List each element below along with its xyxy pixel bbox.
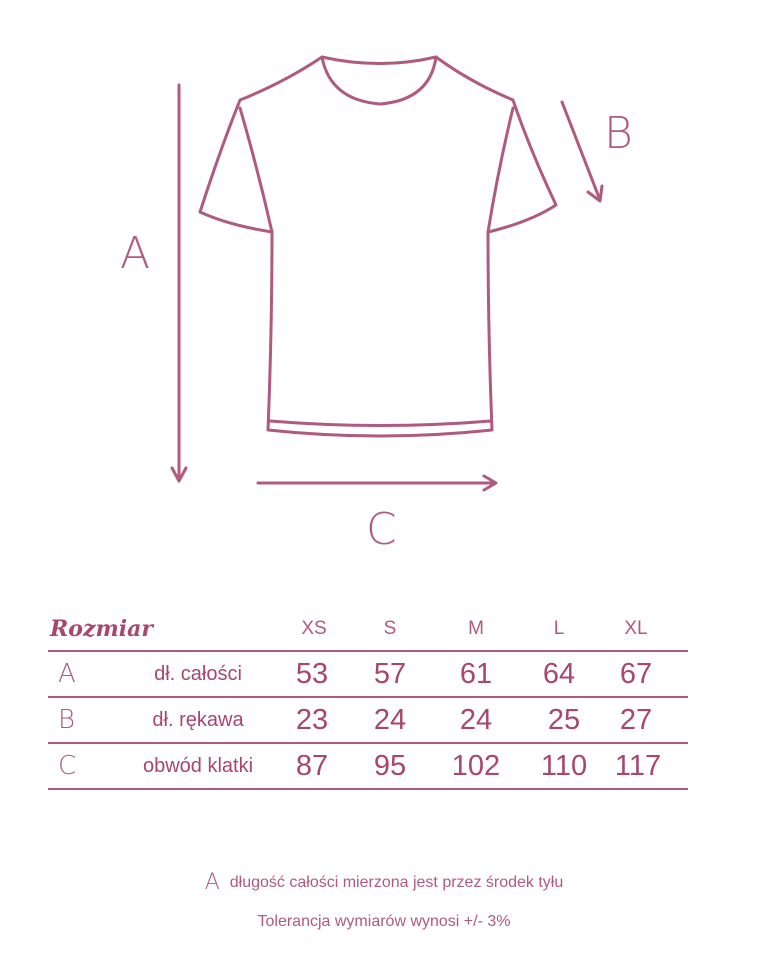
size-heading: L — [553, 618, 565, 639]
table-cell: 24 — [373, 703, 407, 736]
table-cell: 25 — [547, 703, 581, 736]
table-row — [48, 650, 688, 696]
dimension-label-b: B — [604, 108, 633, 159]
table-cell: 61 — [459, 657, 493, 690]
note-letter: A — [204, 870, 220, 895]
dimension-label-a: A — [120, 228, 151, 279]
tolerance-note: Tolerancja wymiarów wynosi +/- 3% — [257, 913, 511, 930]
table-cell: 27 — [619, 703, 653, 736]
table-row — [48, 742, 688, 790]
row-label: dł. całości — [154, 662, 242, 685]
table-header-row — [48, 608, 688, 650]
table-cell: 24 — [459, 703, 493, 736]
table-cell: 67 — [619, 657, 653, 690]
dimension-label-c: C — [366, 504, 397, 555]
row-code: C — [58, 751, 77, 781]
table-cell: 117 — [614, 749, 662, 782]
table-cell: 57 — [373, 657, 407, 690]
size-heading: XL — [624, 618, 648, 639]
table-row — [48, 696, 688, 742]
row-code: A — [58, 659, 76, 689]
tshirt-hem — [270, 421, 491, 426]
size-header-label: Rozmiar — [50, 616, 153, 642]
tshirt-outline — [200, 57, 556, 436]
arrow-b-line — [562, 102, 600, 200]
row-code: B — [58, 705, 76, 735]
table-cell: 87 — [295, 749, 329, 782]
size-heading: M — [468, 618, 484, 639]
size-heading: S — [383, 618, 397, 639]
measurement-note — [0, 870, 768, 895]
table-cell: 102 — [451, 749, 501, 782]
size-table — [48, 608, 688, 790]
table-cell: 64 — [542, 657, 576, 690]
size-heading: XS — [301, 618, 327, 639]
table-cell: 110 — [540, 749, 588, 782]
table-cell: 23 — [295, 703, 329, 736]
table-cell: 95 — [373, 749, 407, 782]
row-label: obwód klatki — [142, 754, 254, 777]
row-label: dł. rękawa — [152, 708, 244, 731]
note-text: długość całości mierzona jest przez środek tyłu — [229, 874, 564, 891]
table-cell: 53 — [295, 657, 329, 690]
tshirt-sleeve-seam-right — [488, 108, 513, 232]
tshirt-sleeve-seam-left — [240, 108, 272, 232]
